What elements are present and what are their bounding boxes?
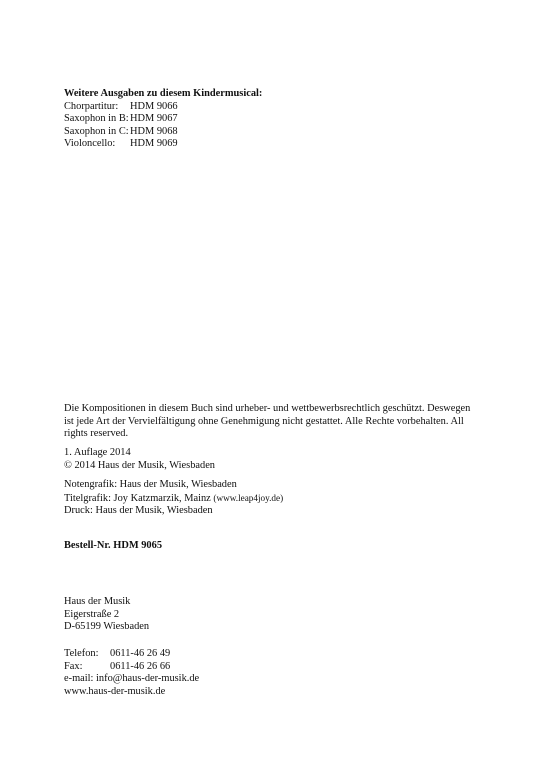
address-city: D-65199 Wiesbaden — [64, 621, 150, 633]
order-number: Bestell-Nr. HDM 9065 — [64, 540, 163, 551]
edition-label: Saxophon in B: — [64, 113, 129, 125]
fax-label: Fax: — [64, 660, 83, 672]
edition-label: Violoncello: — [64, 138, 116, 150]
edition-number: HDM 9068 — [130, 125, 178, 137]
credits — [64, 479, 484, 518]
copyright-notice: Die Kompositionen in diesem Buch sind urheber- und wettbewerbsrechtlich geschützt. Deswegen ist jede Art der Vervielfältigung ohne Genehmigung nicht gestattet. Alle Rechte vorbehalten. All rights reserved. — [64, 403, 471, 440]
credit-titelgrafik-url: (www.leap4joy.de) — [213, 492, 284, 503]
edition-row — [64, 113, 484, 126]
address-street: Eigerstraße 2 — [64, 608, 120, 620]
edition-row — [64, 126, 484, 139]
edition-number: HDM 9066 — [130, 100, 178, 112]
fax-number: 0611-46 26 66 — [110, 660, 171, 672]
edition-number: HDM 9067 — [130, 113, 178, 125]
credit-titelgrafik — [64, 492, 484, 506]
contact-email[interactable]: e-mail: info@haus-der-musik.de — [64, 673, 200, 685]
contact-section — [64, 648, 484, 698]
address-name: Haus der Musik — [64, 596, 131, 607]
edition-auflage: 1. Auflage 2014 — [64, 447, 131, 458]
edition-number: HDM 9069 — [130, 138, 178, 150]
editions-section — [64, 88, 484, 151]
editions-heading: Weitere Ausgaben zu diesem Kindermusical: — [64, 88, 263, 99]
credit-notengrafik: Notengrafik: Haus der Musik, Wiesbaden — [64, 479, 237, 490]
phone-label: Telefon: — [64, 648, 99, 659]
credit-titelgrafik-text: Titelgrafik: Joy Katzmarzik, Mainz — [64, 492, 211, 504]
contact-phone — [64, 648, 484, 661]
phone-number: 0611-46 26 49 — [110, 648, 171, 659]
edition-info — [64, 447, 484, 472]
edition-copyright: © 2014 Haus der Musik, Wiesbaden — [64, 459, 215, 471]
credit-druck: Druck: Haus der Musik, Wiesbaden — [64, 505, 213, 517]
edition-row — [64, 101, 484, 114]
contact-fax — [64, 661, 484, 674]
order-number-section — [64, 540, 484, 553]
publisher-address — [64, 596, 484, 634]
contact-web[interactable]: www.haus-der-musik.de — [64, 685, 166, 697]
edition-row — [64, 138, 484, 151]
edition-label: Saxophon in C: — [64, 125, 129, 137]
edition-label: Chorpartitur: — [64, 100, 119, 112]
